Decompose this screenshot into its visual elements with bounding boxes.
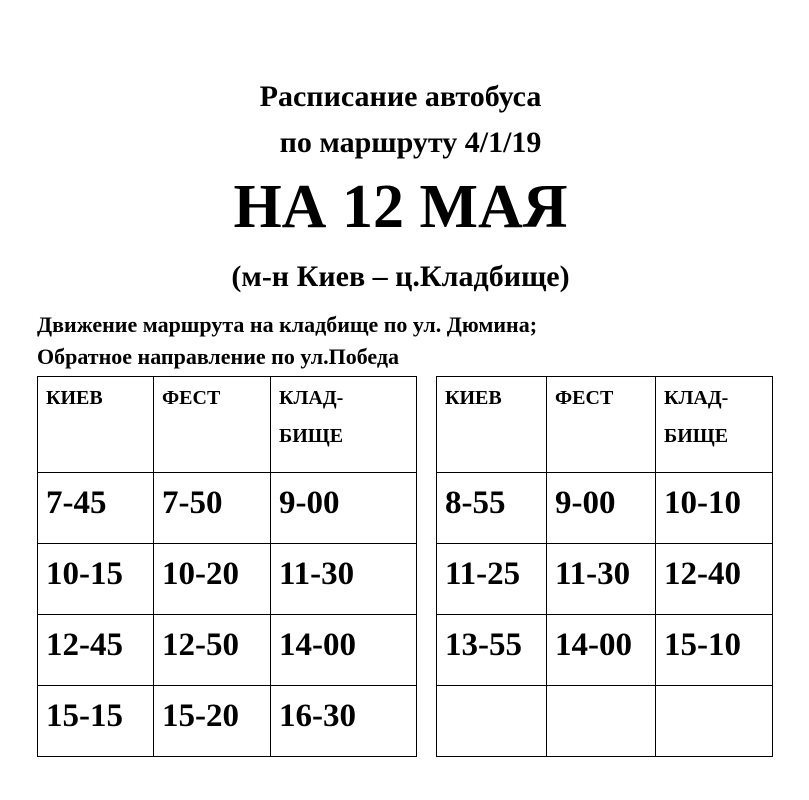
time-cell: 16-30 <box>271 686 417 757</box>
time-cell: 8-55 <box>437 473 547 544</box>
time-cell: 10-10 <box>656 473 773 544</box>
route-subtitle: по маршруту 4/1/19 <box>279 126 542 159</box>
date-heading: НА 12 МАЯ <box>233 173 568 241</box>
time-cell: 14-00 <box>271 615 417 686</box>
time-cell: 10-20 <box>154 544 271 615</box>
column-header: КЛАД- БИЩЕ <box>656 377 773 473</box>
time-cell: 11-30 <box>547 544 656 615</box>
time-cell: 12-40 <box>656 544 773 615</box>
table-row <box>437 686 773 757</box>
schedule-title: Расписание автобуса <box>259 80 542 113</box>
time-cell: 7-45 <box>38 473 154 544</box>
table-row <box>38 686 417 757</box>
table-row <box>38 615 417 686</box>
column-header: ФЕСТ <box>154 377 271 473</box>
time-cell <box>656 686 773 757</box>
time-cell: 10-15 <box>38 544 154 615</box>
column-header: КИЕВ <box>437 377 547 473</box>
column-header: КЛАД- БИЩЕ <box>271 377 417 473</box>
time-cell: 11-30 <box>271 544 417 615</box>
forward-route-note: Движение маршрута на кладбище по ул. Дюмина; <box>37 312 538 337</box>
column-header: ФЕСТ <box>547 377 656 473</box>
time-cell: 12-45 <box>38 615 154 686</box>
time-cell: 13-55 <box>437 615 547 686</box>
return-route-note: Обратное направление по ул.Победа <box>37 344 400 369</box>
time-cell <box>547 686 656 757</box>
time-cell: 9-00 <box>271 473 417 544</box>
table-row <box>38 544 417 615</box>
time-cell: 11-25 <box>437 544 547 615</box>
table-header-row <box>38 377 417 473</box>
route-endpoints: (м-н Киев – ц.Кладбище) <box>231 260 570 293</box>
time-cell: 7-50 <box>154 473 271 544</box>
table-row <box>437 544 773 615</box>
time-cell: 14-00 <box>547 615 656 686</box>
table-row <box>437 473 773 544</box>
time-cell <box>437 686 547 757</box>
time-cell: 15-15 <box>38 686 154 757</box>
table-row <box>437 615 773 686</box>
time-cell: 15-20 <box>154 686 271 757</box>
table-header-row <box>437 377 773 473</box>
time-cell: 15-10 <box>656 615 773 686</box>
column-header: КИЕВ <box>38 377 154 473</box>
table-row <box>38 473 417 544</box>
time-cell: 9-00 <box>547 473 656 544</box>
schedule-table-return <box>436 376 773 757</box>
time-cell: 12-50 <box>154 615 271 686</box>
schedule-table-forward <box>37 376 417 757</box>
